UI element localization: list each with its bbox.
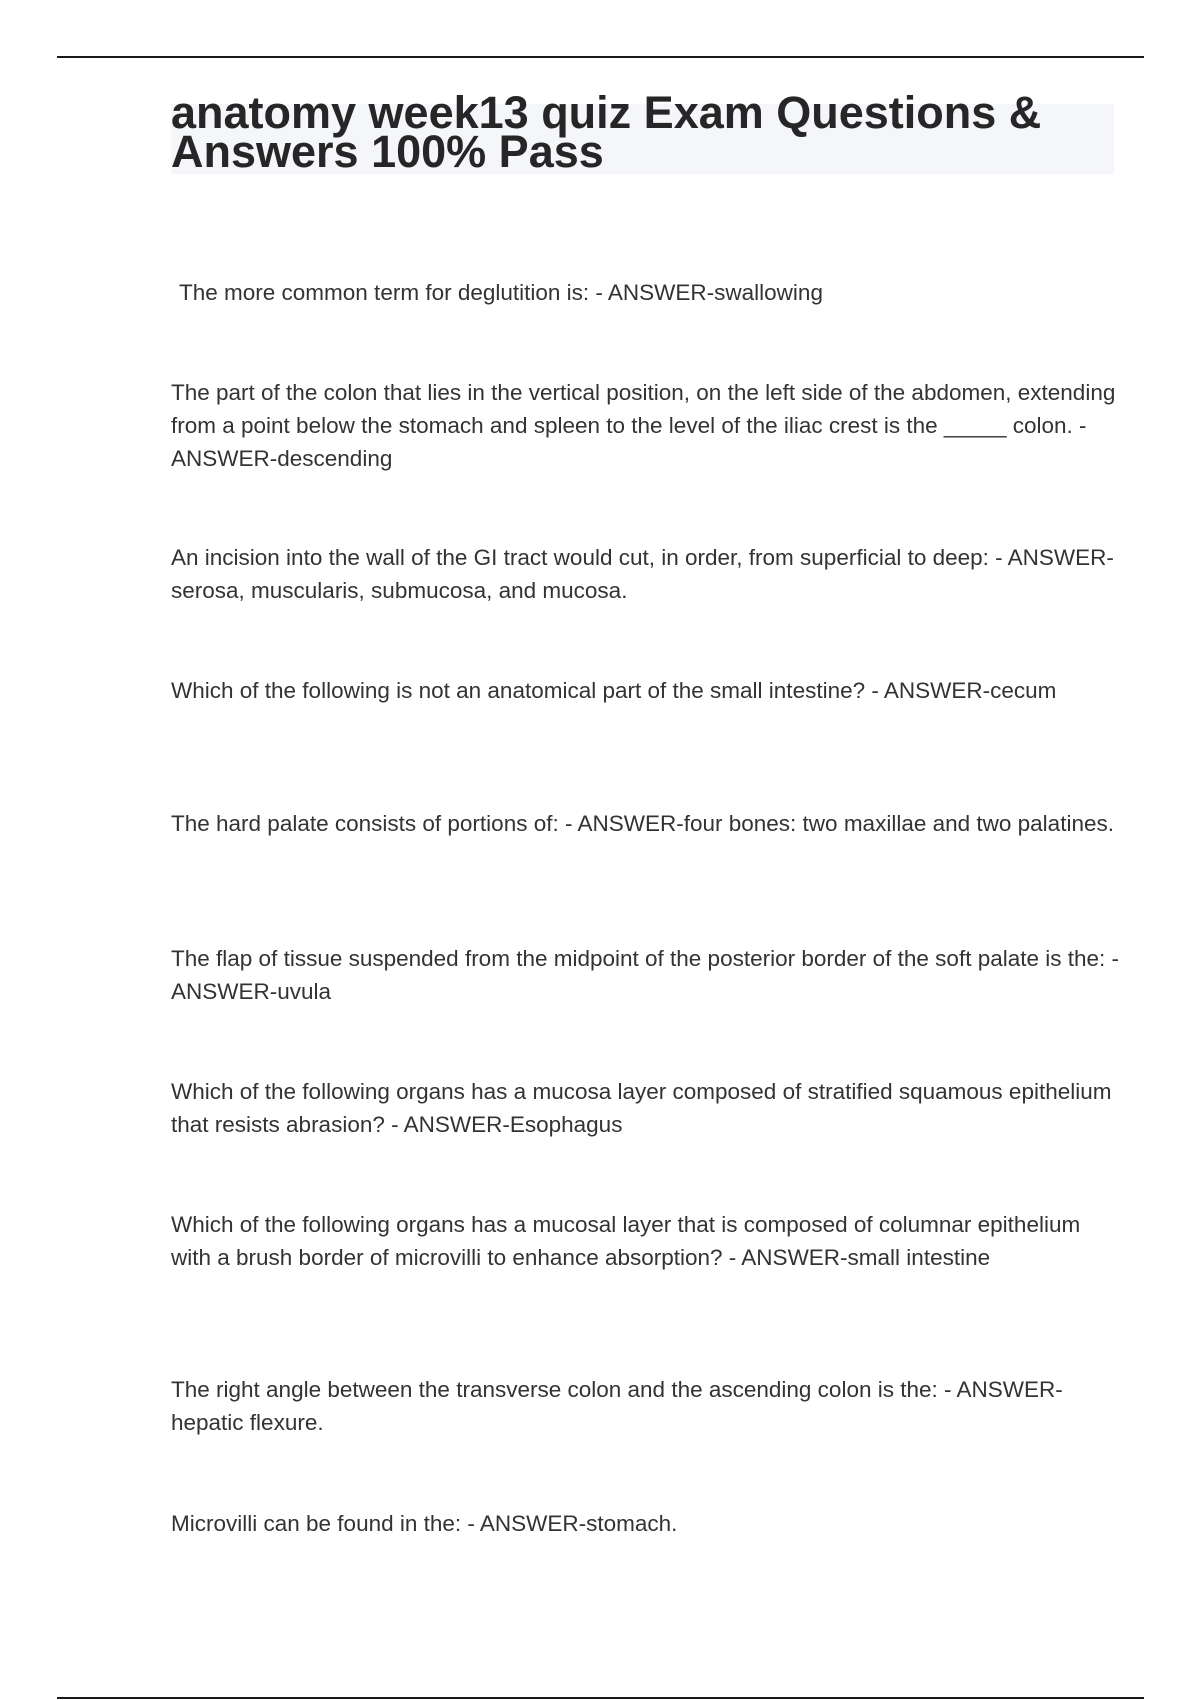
qa-item-5: The hard palate consists of portions of: - ANSWER-four bones: two maxillae and two palatines. (171, 811, 1114, 836)
page-title: anatomy week13 quiz Exam Questions & Answers 100% Pass (171, 87, 1042, 177)
qa-item-2: The part of the colon that lies in the vertical position, on the left side of the abdomen, extending from a point below the stomach and spleen to the level of the iliac crest is the _____ colon. - ANSWER-descending (171, 380, 1116, 471)
qa-item-7: Which of the following organs has a mucosa layer composed of stratified squamous epithelium that resists abrasion? - ANSWER-Esophagus (171, 1079, 1112, 1137)
qa-item-8: Which of the following organs has a mucosal layer that is composed of columnar epithelium with a brush border of microvilli to enhance absorption? - ANSWER-small intestine (171, 1212, 1081, 1270)
qa-item-10: Microvilli can be found in the: - ANSWER-stomach. (171, 1511, 678, 1536)
qa-item-4: Which of the following is not an anatomical part of the small intestine? - ANSWER-cecum (171, 678, 1057, 703)
top-divider (57, 56, 1144, 58)
bottom-divider (57, 1697, 1144, 1699)
qa-item-9: The right angle between the transverse colon and the ascending colon is the: - ANSWER-hepatic flexure. (171, 1377, 1063, 1435)
qa-item-3: An incision into the wall of the GI tract would cut, in order, from superficial to deep: - ANSWER-serosa, muscularis, submucosa, and mucosa. (171, 545, 1114, 603)
qa-item-1: The more common term for deglutition is: - ANSWER-swallowing (179, 280, 823, 305)
qa-item-6: The flap of tissue suspended from the midpoint of the posterior border of the soft palate is the: - ANSWER-uvula (171, 946, 1120, 1004)
